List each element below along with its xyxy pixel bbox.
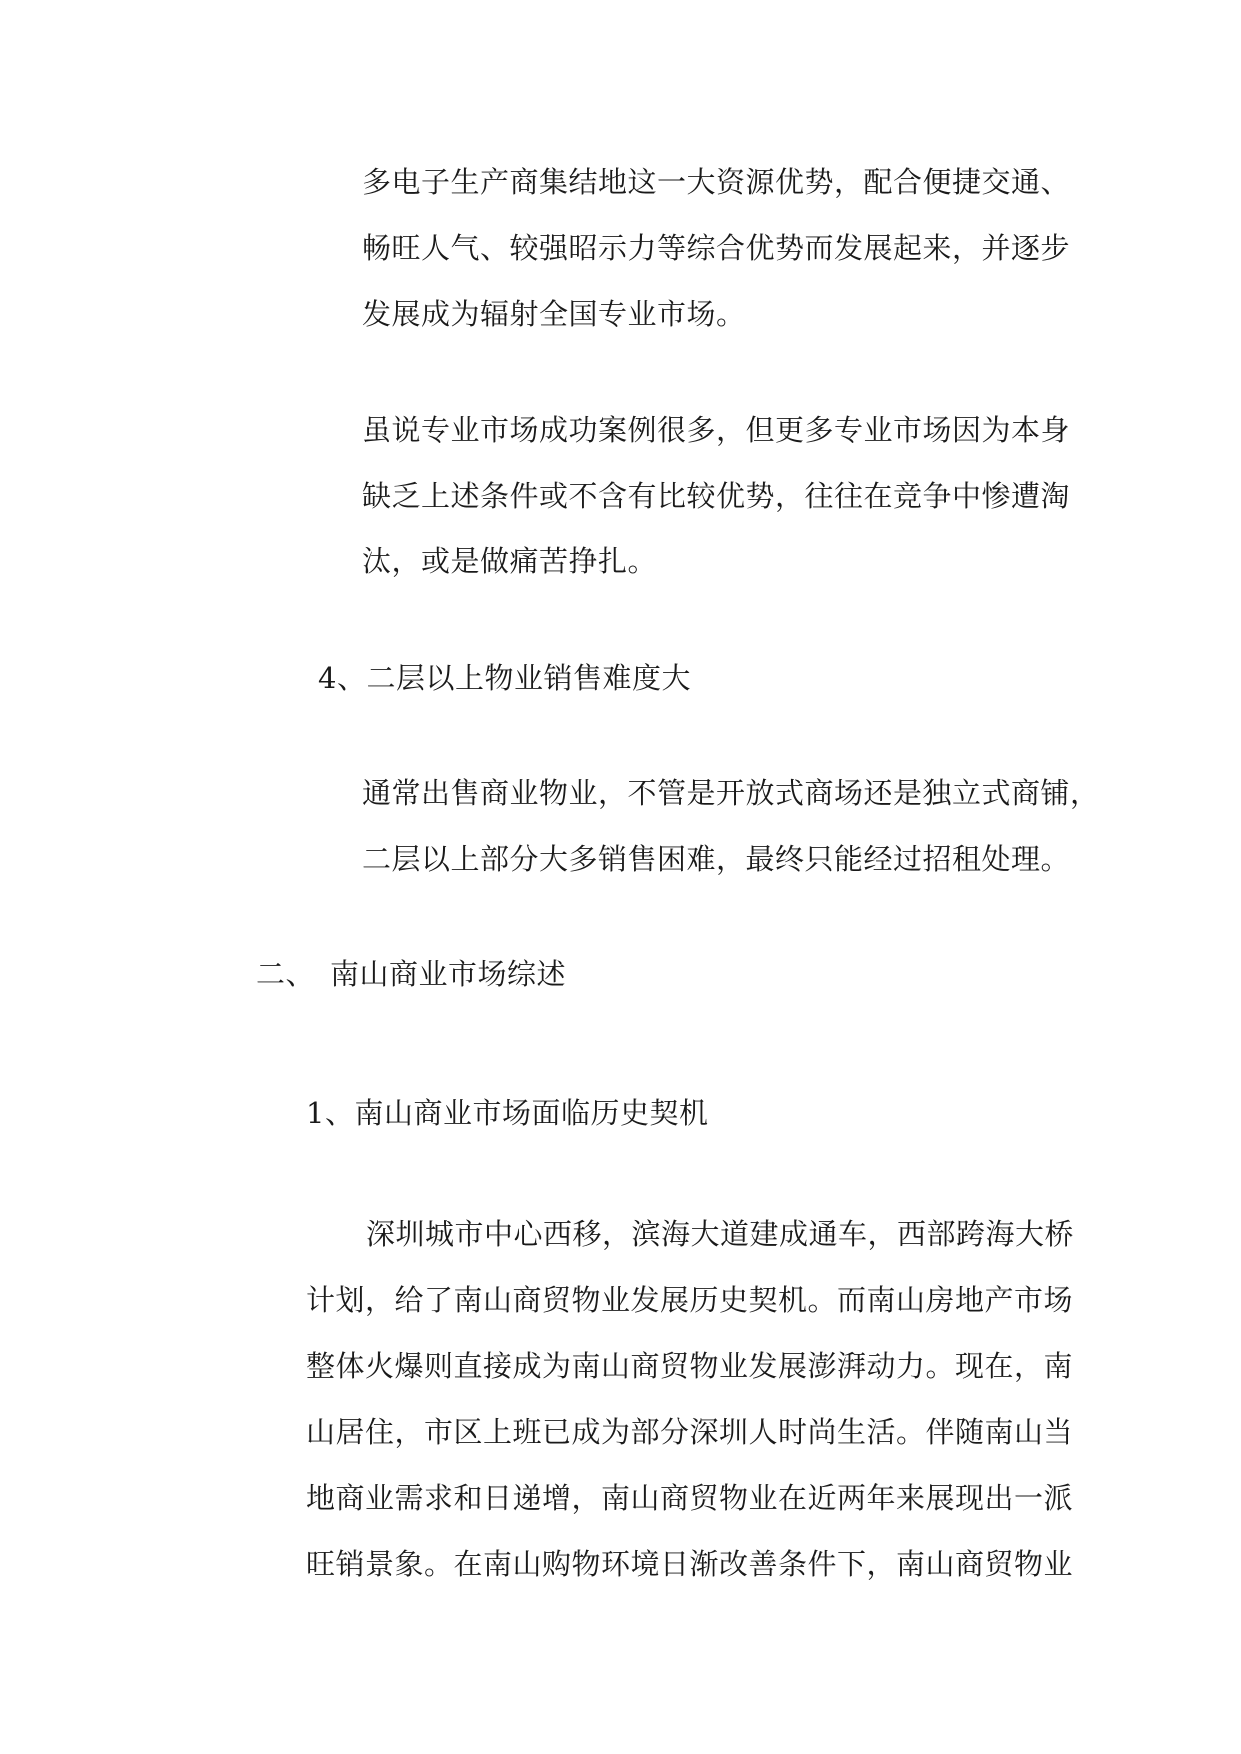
paragraph-line: 虽说专业市场成功案例很多，但更多专业市场因为本身: [362, 413, 1071, 447]
paragraph-line: 山居住，市区上班已成为部分深圳人时尚生活。伴随南山当: [306, 1415, 1074, 1449]
subheading: 1、南山商业市场面临历史契机: [306, 1096, 709, 1130]
section-title: 南山商业市场综述: [330, 957, 567, 991]
paragraph-line: 多电子生产商集结地这一大资源优势，配合便捷交通、: [362, 165, 1071, 199]
paragraph-line: 深圳城市中心西移，滨海大道建成通车，西部跨海大桥: [366, 1217, 1075, 1251]
paragraph-line: 汰，或是做痛苦挣扎。: [362, 544, 658, 578]
paragraph-line: 计划，给了南山商贸物业发展历史契机。而南山房地产市场: [306, 1283, 1074, 1317]
section-number: 二、: [256, 957, 316, 991]
subheading: 4、二层以上物业销售难度大: [318, 661, 691, 695]
paragraph-line: 畅旺人气、较强昭示力等综合优势而发展起来，并逐步: [362, 231, 1071, 265]
paragraph-line: 缺乏上述条件或不含有比较优势，往往在竞争中惨遭淘: [362, 479, 1071, 513]
paragraph-line: 二层以上部分大多销售困难，最终只能经过招租处理。: [362, 842, 1071, 876]
paragraph-line: 整体火爆则直接成为南山商贸物业发展澎湃动力。现在，南: [306, 1349, 1074, 1383]
paragraph-line: 发展成为辐射全国专业市场。: [362, 297, 746, 331]
paragraph-line: 旺销景象。在南山购物环境日渐改善条件下，南山商贸物业: [306, 1547, 1074, 1581]
paragraph-line: 通常出售商业物业，不管是开放式商场还是独立式商铺，: [362, 776, 1100, 810]
paragraph-line: 地商业需求和日递增，南山商贸物业在近两年来展现出一派: [306, 1481, 1074, 1515]
